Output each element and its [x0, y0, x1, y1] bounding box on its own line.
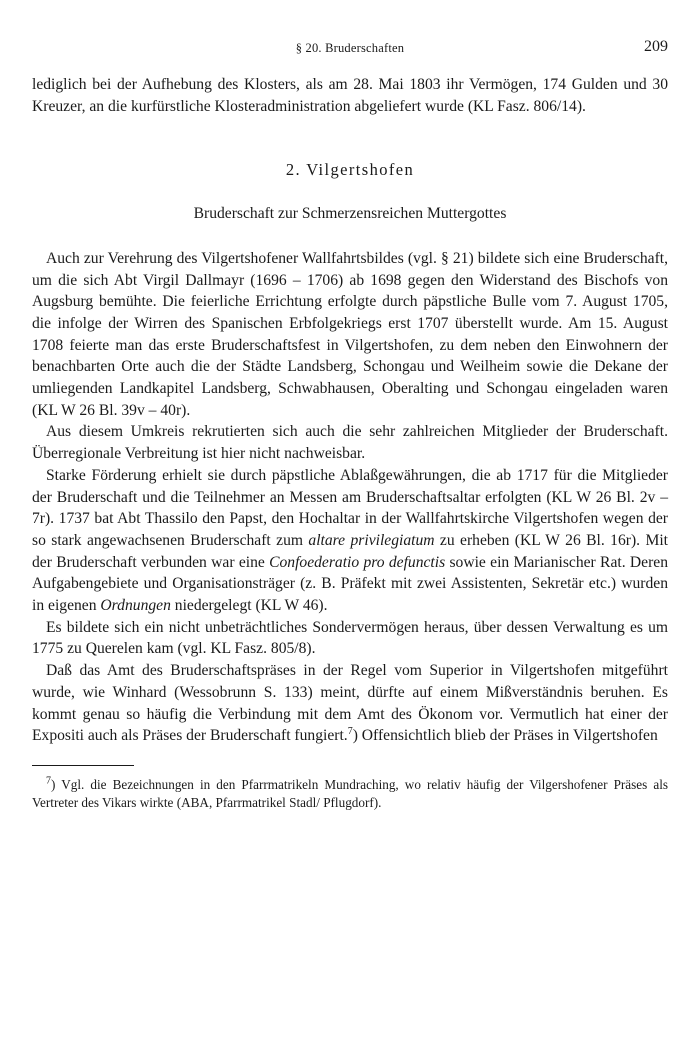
paragraph-praeses-text-1: Daß das Amt des Bruderschaftspräses in der Regel vom Superior in Vilgertshofen mitgeführt wurde, wie Winhard (Wessobrunn S. 133) meint, dürfte auf einem Mißverständnis beruhen. Es kommt genau so häufig die Verbindung mit dem Amt des Ökonom vor. Vermutlich hat einer der Expositi auch als Präses der Bruderschaft fungiert. [32, 662, 668, 745]
footnote-marker: 7 [46, 775, 51, 787]
running-head-title: § 20. Bruderschaften [295, 41, 405, 55]
italic-term-confoederatio: Confoederatio pro defunctis [269, 553, 446, 571]
paragraph-indulgences [32, 465, 668, 617]
section-subheading: Bruderschaft zur Schmerzensreichen Muttergottes [193, 205, 507, 223]
paragraph-indulgences-text-4: niedergelegt (KL W 46). [170, 597, 328, 615]
section-heading: 2. Vilgertshofen [285, 160, 415, 180]
paragraph-indulgences-text-3: sowie ein Marianischer Rat. Deren Aufgabengebiete und Organisationsträger (z. B. Präfekt mit zwei Assistenten, Sekretär etc.) wurden in eigenen [32, 553, 668, 615]
paragraph-indulgences-text-1: Starke Förderung erhielt sie durch päpstliche Ablaßgewährungen, die ab 1717 für die Mitglieder der Bruderschaft und die Teilnehmer an Messen am Bruderschaftsaltar erfolgten (KL W 26 Bl. 2v – 7r). 1737 bat Abt Thassilo den Papst, den Hochaltar in der Wallfahrtskirche Vilgertshofen wegen der so stark angewachsenen Bruderschaft zum [32, 466, 668, 549]
italic-term-ordnungen: Ordnungen [100, 597, 171, 615]
paragraph-praeses [32, 660, 668, 747]
footnote-reference: 7 [347, 726, 353, 738]
italic-term-altare: altare privilegiatum [308, 531, 435, 549]
footnote-divider [32, 765, 134, 766]
footnote-text: ) Vgl. die Bezeichnungen in den Pfarrmatrikeln Mundraching, wo relativ häufig der Vilgershofener Präses als Vertreter des Vikars wirkte (ABA, Pfarrmatrikel Stadl/ Pflugdorf). [32, 776, 668, 810]
paragraph-membership: Aus diesem Umkreis rekrutierten sich auch die sehr zahlreichen Mitglieder der Bruderschaft. Überregionale Verbreitung ist hier nicht nachweisbar. [32, 423, 668, 463]
paragraph-praeses-text-2: ) Offensichtlich blieb der Präses in Vilgertshofen [352, 727, 658, 745]
page-number: 209 [644, 38, 668, 55]
footnote [32, 776, 668, 812]
body-text [32, 74, 668, 747]
paragraph-indulgences-text-2: zu erheben (KL W 26 Bl. 16r). Mit der Bruderschaft verbunden war eine [32, 531, 668, 571]
paragraph-assets: Es bildete sich ein nicht unbeträchtliches Sondervermögen heraus, über dessen Verwaltung es um 1775 zu Querelen kam (vgl. KL Fasz. 805/8). [32, 618, 668, 658]
paragraph-founding: Auch zur Verehrung des Vilgertshofener Wallfahrtsbildes (vgl. § 21) bildete sich eine Bruderschaft, um die sich Abt Virgil Dallmayr (1696 – 1706) ab 1698 gegen den Widerstand des Bischofs von Augsburg bemühte. Die feierliche Errichtung erfolgte durch päpstliche Bulle vom 7. August 1705, die infolge der Wirren des Spanischen Erbfolgekriegs erst 1707 überstellt wurde. Am 15. August 1708 feierte man das erste Bruderschaftsfest in Vilgertshofen, zu dem neben den Einwohnern der benachbarten Orte auch die der Städte Landsberg, Schongau und Weilheim sowie die Dekane der umliegenden Landkapitel Landsberg, Schwabhausen, Oberalting und Schongau eingeladen waren (KL W 26 Bl. 39v – 40r). [32, 249, 668, 419]
book-page [32, 38, 668, 812]
intro-paragraph: lediglich bei der Aufhebung des Klosters, als am 28. Mai 1803 ihr Vermögen, 174 Gulden und 30 Kreuzer, an die kurfürstliche Klosteradministration abgeliefert wurde (KL Fasz. 806/14). [32, 76, 668, 115]
running-head [32, 38, 668, 60]
